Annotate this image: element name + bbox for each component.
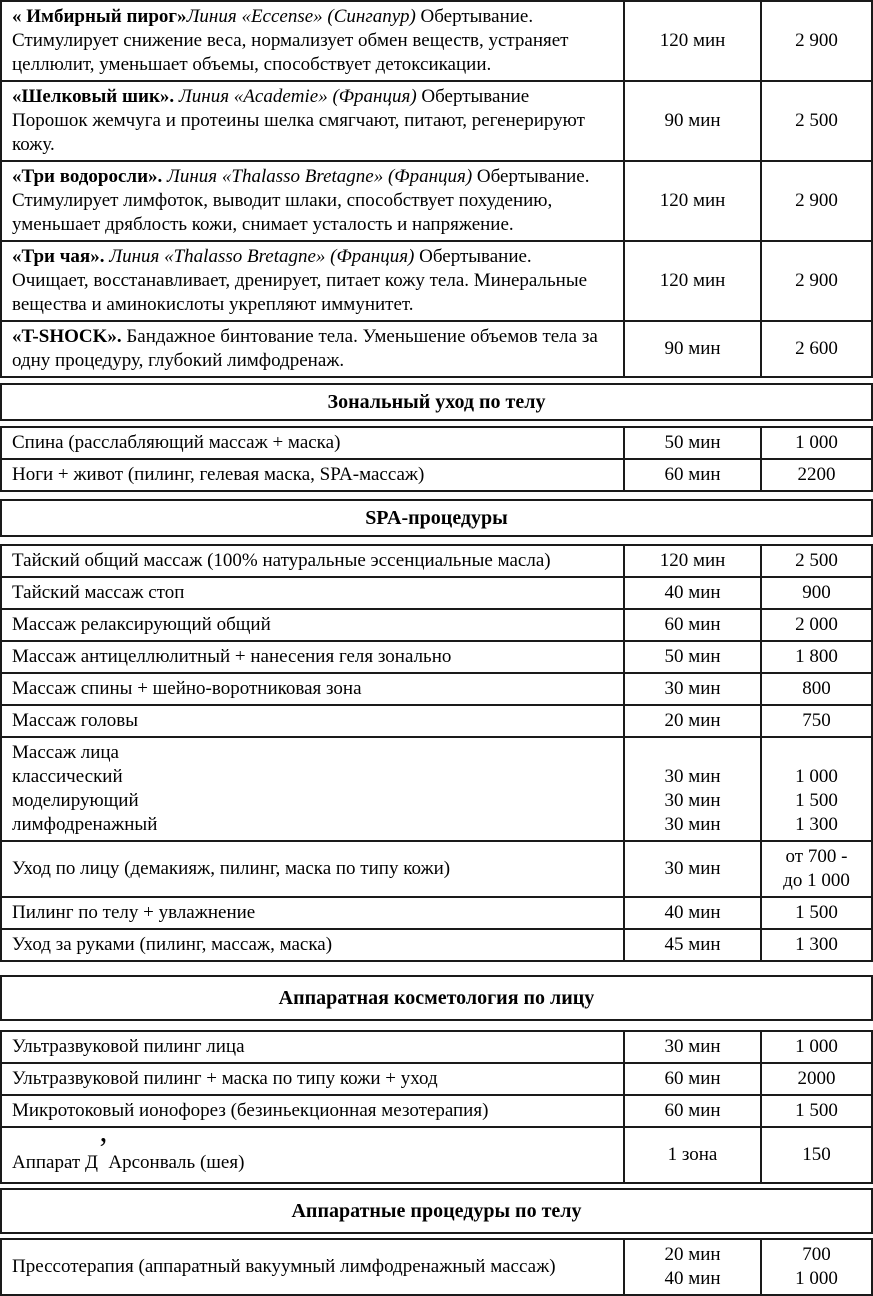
price-value: 900: [802, 582, 831, 603]
service-row: [2, 896, 871, 928]
price-cell: [760, 1240, 871, 1294]
service-row: [2, 736, 871, 840]
duration-value: 30 мин: [664, 1036, 721, 1057]
duration-value: 60 мин: [664, 464, 721, 485]
service-name-text: Ноги + живот (пилинг, гелевая маска, SPA-массаж): [12, 464, 425, 485]
service-name-text: Порошок жемчуга и протеины шелка смягчают, питают, регенерируют: [12, 110, 585, 131]
price-cell: [760, 428, 871, 458]
duration-value: 30 мин: [664, 790, 721, 811]
price-cell: [760, 2, 871, 80]
service-name-cell: [2, 578, 623, 608]
duration-cell: [623, 674, 760, 704]
duration-value: 20 мин: [664, 1244, 721, 1265]
price-cell: [760, 738, 871, 840]
duration-cell: [623, 898, 760, 928]
service-name-cell: [2, 1032, 623, 1062]
price-value: 1 800: [795, 646, 838, 667]
duration-value: 60 мин: [664, 1100, 721, 1121]
service-name-text: уменьшает дряблость кожи, снимает усталость и напряжение.: [12, 214, 514, 235]
service-name-cell: [2, 1128, 623, 1182]
price-cell: [760, 1096, 871, 1126]
service-name-cell: [2, 546, 623, 576]
service-name-cell: [2, 1240, 623, 1294]
duration-cell: [623, 1240, 760, 1294]
duration-value: 45 мин: [664, 934, 721, 955]
price-value: 2 900: [795, 190, 838, 211]
section-title: SPA-процедуры: [365, 507, 508, 529]
service-name-text: Обертывание: [421, 86, 530, 107]
duration-value: [631, 741, 754, 765]
service-name-cell: [2, 610, 623, 640]
price-value: 1 000: [795, 432, 838, 453]
service-name-text: вещества и аминокислоты укрепляют иммунитет.: [12, 294, 414, 315]
service-name-text: Прессотерапия (аппаратный вакуумный лимфодренажный массаж): [12, 1256, 556, 1277]
service-name-text: Массаж головы: [12, 710, 139, 731]
table-section: [0, 544, 873, 962]
service-name-text: Стимулирует лимфоток, выводит шлаки, способствует похудению,: [12, 190, 553, 211]
price-cell: [760, 1128, 871, 1182]
service-row: [2, 546, 871, 576]
duration-value: 40 мин: [664, 582, 721, 603]
price-value: 2 500: [795, 550, 838, 571]
price-cell: [760, 842, 871, 896]
service-row: [2, 1032, 871, 1062]
duration-cell: [623, 460, 760, 490]
duration-cell: [623, 1032, 760, 1062]
price-cell: [760, 930, 871, 960]
service-name-text: Уход по лицу (демакияж, пилинг, маска по типу кожи): [12, 858, 451, 879]
duration-cell: [623, 610, 760, 640]
price-value: 1 500: [795, 902, 838, 923]
duration-cell: [623, 578, 760, 608]
duration-cell: [623, 162, 760, 240]
price-value: 2000: [797, 1068, 836, 1089]
price-value: 2 900: [795, 270, 838, 291]
service-name-cell: [2, 930, 623, 960]
duration-cell: [623, 322, 760, 376]
price-value: 1 500: [795, 790, 838, 811]
table-section: [0, 1030, 873, 1184]
service-name-text: классический: [12, 766, 123, 787]
duration-cell: [623, 642, 760, 672]
price-cell: [760, 610, 871, 640]
duration-value: 120 мин: [659, 550, 726, 571]
duration-value: 50 мин: [664, 432, 721, 453]
price-value: 1 300: [795, 934, 838, 955]
service-name-cell: [2, 242, 623, 320]
service-name-text: моделирующий: [12, 790, 139, 811]
duration-value: 30 мин: [664, 858, 721, 879]
service-name-text: «Три водоросли».: [12, 166, 168, 187]
price-cell: [760, 82, 871, 160]
duration-cell: [623, 428, 760, 458]
service-name-text: Арсонваль (шея): [108, 1152, 245, 1173]
service-name-text: Обертывание.: [419, 246, 532, 267]
section-title: Зональный уход по телу: [327, 391, 546, 413]
service-name-text: Микротоковый ионофорез (безиньекционная мезотерапия): [12, 1100, 489, 1121]
price-cell: [760, 674, 871, 704]
service-row: [2, 704, 871, 736]
price-value: [768, 741, 865, 765]
duration-value: 40 мин: [664, 1268, 721, 1289]
service-row: [2, 1062, 871, 1094]
price-cell: [760, 162, 871, 240]
service-name-cell: [2, 460, 623, 490]
section-header: [0, 499, 873, 537]
service-name-cell: [2, 674, 623, 704]
price-cell: [760, 322, 871, 376]
section-title: Аппаратные процедуры по телу: [291, 1200, 582, 1222]
duration-cell: [623, 1096, 760, 1126]
price-cell: [760, 642, 871, 672]
price-value: до 1 000: [783, 870, 850, 891]
price-value: 2 500: [795, 110, 838, 131]
duration-value: 90 мин: [664, 338, 721, 359]
price-value: 1 000: [795, 1268, 838, 1289]
service-name-text: Линия «Eccense» (Сингапур): [186, 6, 421, 27]
service-row: [2, 240, 871, 320]
service-name-text: « Имбирный пирог»: [12, 6, 187, 27]
duration-value: 50 мин: [664, 646, 721, 667]
duration-cell: [623, 738, 760, 840]
service-name-text: «Три чая».: [12, 246, 110, 267]
service-name-text: Стимулирует снижение веса, нормализует обмен веществ, устраняет: [12, 30, 569, 51]
service-name-text: Массаж релаксирующий общий: [12, 614, 271, 635]
service-name-text: Обертывание.: [420, 6, 534, 27]
service-name-text: Массаж спины + шейно-воротниковая зона: [12, 678, 362, 699]
service-name-cell: [2, 322, 623, 376]
service-row: [2, 1240, 871, 1294]
service-row: [2, 840, 871, 896]
service-name-text: лимфодренажный: [12, 814, 158, 835]
service-name-text: Обертывание.: [476, 166, 590, 187]
service-name-text: Массаж лица: [12, 742, 119, 763]
service-name-cell: [2, 898, 623, 928]
service-name-cell: [2, 842, 623, 896]
service-name-cell: [2, 2, 623, 80]
service-name-text: «T-SHOCK».: [12, 326, 127, 347]
service-row: [2, 608, 871, 640]
table-section: [0, 1238, 873, 1296]
service-name-text: Линия «Thalasso Bretagne» (Франция): [167, 166, 477, 187]
table-section: [0, 426, 873, 492]
section-title: Аппаратная косметология по лицу: [278, 987, 595, 1009]
duration-cell: [623, 1064, 760, 1094]
section-header: [0, 383, 873, 421]
price-value: 150: [802, 1144, 831, 1165]
service-name-cell: [2, 82, 623, 160]
price-value: 1 500: [795, 1100, 838, 1121]
price-cell: [760, 1032, 871, 1062]
service-name-cell: [2, 162, 623, 240]
duration-value: 60 мин: [664, 1068, 721, 1089]
price-cell: [760, 460, 871, 490]
service-name-cell: [2, 642, 623, 672]
price-value: 750: [802, 710, 831, 731]
service-name-text: Линия «Academie» (Франция): [178, 86, 422, 107]
service-name-text: «Шелковый шик».: [12, 86, 179, 107]
service-name-cell: [2, 1096, 623, 1126]
duration-value: 40 мин: [664, 902, 721, 923]
duration-value: 120 мин: [659, 270, 726, 291]
duration-cell: [623, 242, 760, 320]
service-name-text: Линия «Thalasso Bretagne» (Франция): [109, 246, 420, 267]
service-name-text: Спина (расслабляющий массаж + маска): [12, 432, 341, 453]
service-name-text: Пилинг по телу + увлажнение: [12, 902, 256, 923]
duration-value: 30 мин: [664, 678, 721, 699]
service-name-text: Тайский общий массаж (100% натуральные эссенциальные масла): [12, 550, 551, 571]
price-cell: [760, 578, 871, 608]
service-name-cell: [2, 1064, 623, 1094]
duration-cell: [623, 930, 760, 960]
table-section: [0, 0, 873, 378]
duration-cell: [623, 1128, 760, 1182]
service-row: [2, 80, 871, 160]
service-name-text: ’: [97, 1131, 109, 1167]
service-row: [2, 1126, 871, 1182]
service-row: [2, 640, 871, 672]
service-name-text: кожу.: [12, 134, 55, 155]
service-name-text: Бандажное бинтование тела. Уменьшение объемов тела за: [126, 326, 598, 347]
service-row: [2, 320, 871, 376]
duration-value: 120 мин: [659, 30, 726, 51]
service-name-text: Массаж антицеллюлитный + нанесения геля зонально: [12, 646, 452, 667]
price-cell: [760, 242, 871, 320]
price-value: 1 000: [795, 766, 838, 787]
duration-value: 120 мин: [659, 190, 726, 211]
service-row: [2, 672, 871, 704]
service-row: [2, 160, 871, 240]
service-name-cell: [2, 738, 623, 840]
service-row: [2, 458, 871, 490]
duration-cell: [623, 82, 760, 160]
service-row: [2, 576, 871, 608]
price-value: 2 900: [795, 30, 838, 51]
duration-value: 60 мин: [664, 614, 721, 635]
duration-value: 20 мин: [664, 710, 721, 731]
duration-cell: [623, 706, 760, 736]
duration-value: 1 зона: [667, 1144, 718, 1165]
price-value: 2 600: [795, 338, 838, 359]
duration-cell: [623, 842, 760, 896]
service-name-text: Очищает, восстанавливает, дренирует, питает кожу тела. Минеральные: [12, 270, 588, 291]
service-name-text: одну процедуру, глубокий лимфодренаж.: [12, 350, 345, 371]
duration-cell: [623, 546, 760, 576]
price-cell: [760, 546, 871, 576]
section-header: [0, 975, 873, 1021]
service-name-text: целлюлит, уменьшает объемы, способствует детоксикации.: [12, 54, 492, 75]
service-row: [2, 2, 871, 80]
service-name-text: Уход за руками (пилинг, массаж, маска): [12, 934, 333, 955]
service-row: [2, 1094, 871, 1126]
service-row: [2, 428, 871, 458]
price-value: 700: [802, 1244, 831, 1265]
price-cell: [760, 706, 871, 736]
price-value: 1 300: [795, 814, 838, 835]
price-value: от 700 -: [785, 846, 848, 867]
duration-value: 90 мин: [664, 110, 721, 131]
price-cell: [760, 1064, 871, 1094]
service-name-text: Ультразвуковой пилинг лица: [12, 1036, 245, 1057]
service-row: [2, 928, 871, 960]
price-value: 800: [802, 678, 831, 699]
duration-cell: [623, 2, 760, 80]
service-name-cell: [2, 428, 623, 458]
service-name-text: Ультразвуковой пилинг + маска по типу кожи + уход: [12, 1068, 438, 1089]
service-name-text: Аппарат Д: [12, 1152, 98, 1173]
service-name-cell: [2, 706, 623, 736]
service-name-text: Тайский массаж стоп: [12, 582, 185, 603]
price-value: 2200: [797, 464, 836, 485]
price-cell: [760, 898, 871, 928]
section-header: [0, 1188, 873, 1234]
duration-value: 30 мин: [664, 814, 721, 835]
duration-value: 30 мин: [664, 766, 721, 787]
price-value: 2 000: [795, 614, 838, 635]
price-value: 1 000: [795, 1036, 838, 1057]
